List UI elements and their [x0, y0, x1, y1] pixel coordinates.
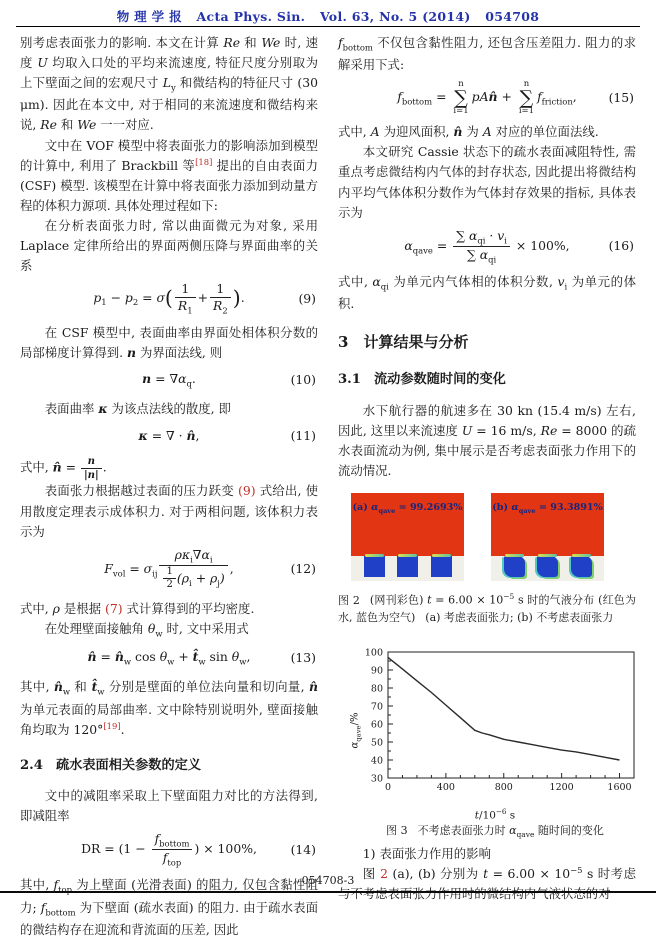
header-divider: [16, 26, 640, 27]
figure-2-panel-a: [351, 493, 464, 581]
journal-volume: Vol. 63, No. 5 (2014): [319, 9, 471, 24]
water-region-b: [491, 493, 604, 556]
svg-text:40: 40: [370, 755, 383, 767]
svg-text:400: 400: [436, 781, 455, 793]
figure-2-panel-b: [491, 493, 604, 581]
paragraph-area-normal: 式中, A 为迎风面积, n̂ 为 A 对应的单位面法线.: [338, 124, 599, 140]
section-heading-2-4: 2.4 疏水表面相关参数的定义: [20, 757, 202, 773]
air-pocket: [504, 556, 525, 577]
paragraph-divergence: 表面曲率 κ 为该点法线的散度, 即: [44, 400, 231, 416]
equation-number: (12): [290, 561, 316, 577]
paragraph-laplace: 在分析表面张力时, 常以曲面微元为对象, 采用 Laplace 定律所给出的界面两侧压降与界面曲率的关系: [20, 218, 318, 274]
section-heading-3: 3 计算结果与分析: [338, 332, 469, 351]
equation-14: DR = (1 − $\frac{f_{bottom}}{f_{top}}$ ) × 100%, (14): [81, 831, 316, 868]
summation-symbol: n ∑ i=1: [453, 79, 469, 116]
paragraph-fbottom-drag: $f_{bottom}$ 不仅包含黏性阻力, 还包含压差阻力. 阻力的求解采用下式:: [338, 35, 636, 73]
microstructure-strip-b: [491, 556, 604, 581]
journal-title-cn: 物 理 学 报: [116, 9, 182, 24]
footer-divider: [0, 891, 656, 893]
page-number: 054708-3: [301, 874, 355, 887]
water-region-a: [351, 493, 464, 556]
citation-ref-19[interactable]: [19]: [103, 720, 121, 731]
svg-text:50: 50: [370, 737, 383, 749]
paragraph-item-1: 1) 表面张力作用的影响: [362, 845, 491, 861]
paragraph-cassie: 本文研究 Cassie 状态下的疏水表面减阻特性, 需重点考虑微结构内气体的封存状态, 因此提出将微结构内平均气体体积分数作为气体封存效果的指标, 具体表示为: [338, 144, 636, 220]
right-column: [338, 33, 636, 902]
equation-ref-7[interactable]: (7): [105, 601, 123, 617]
panel-b-label: (b) $\alpha_{qave} = 93.3891\%$: [492, 502, 603, 515]
summation-symbol: n ∑ i=1: [518, 79, 535, 116]
svg-text:0: 0: [384, 781, 392, 793]
equation-number: (16): [608, 238, 634, 254]
paragraph-fig2-discussion: 图 2 (a), (b) 分别为 $t = 6.00 \times 10^{-5}$ s 时考虑与不考虑表面张力作用时的微结构内气液状态的对: [338, 864, 636, 902]
equation-16: $\alpha_{qave}$ = $\frac{\sum \alpha_{qi} \cdot v_i}{\sum \alpha_{qi}}$ × 100%, (16): [404, 227, 634, 265]
paragraph-alpha-qi: 式中, $\alpha_{qi}$ 为单元内气体相的体积分数, $v_i$ 为单元的体积.: [338, 273, 636, 311]
svg-text:800: 800: [494, 781, 513, 793]
paragraph-drag-reduction: 文中的减阻率采取上下壁面阻力对比的方法得到, 即减阻率: [20, 788, 318, 824]
journal-header: [0, 7, 656, 25]
paragraph-pressure-jump: 表面张力根据越过表面的压力跃变 (9) 式给出, 使用散度定理表示成体积力. 对于两相问题, 该体积力表示为: [20, 483, 318, 539]
equation-number: (11): [290, 428, 316, 444]
svg-text:1600: 1600: [607, 781, 632, 793]
air-pocket: [537, 556, 558, 577]
air-pocket: [397, 556, 418, 577]
air-pocket: [364, 556, 385, 577]
paragraph-contact-angle: 在处理壁面接触角 $\theta_w$ 时, 文中采用式: [44, 621, 249, 639]
svg-text:100: 100: [364, 647, 383, 659]
figure-3-caption: 图 3 不考虑表面张力时 $\alpha_{qave}$ 随时间的变化: [386, 823, 604, 840]
equation-number: (13): [290, 650, 316, 666]
paragraph-re-we: 别考虑表面张力的影响. 本文在计算 Re 和 We 时, 速度 U 均取入口处的平均来流速度, 特征尺度分别取为上下壁面之间的宏观尺寸 $L_y$ 和微结构的特征尺寸 (30 μm). 因此在本文中, 对于相同的来流速度和微结构来说, Re 和 We 一一对应.: [20, 35, 318, 133]
line-chart-canvas: [342, 644, 648, 802]
equation-number: (9): [298, 290, 316, 306]
article-number: 054708: [485, 9, 540, 24]
paragraph-vof-csf: 文中在 VOF 模型中将表面张力的影响添加到模型的计算中, 利用了 Brackbill 等[18] 提出的自由表面力 (CSF) 模型. 该模型在计算中将表面张力添加到动量方程的体积力源项. 具体处理过程如下:: [20, 137, 318, 213]
paragraph-csf-curvature: 在 CSF 模型中, 表面曲率由界面处相体积分数的局部梯度计算得到. n 为界面法线, 则: [20, 324, 318, 360]
paragraph-vehicle-speed: 水下航行器的航速多在 30 kn (15.4 m/s) 左右, 因此, 这里以来流速度 U = 16 m/s, Re = 8000 的疏水表面流动为例, 集中展示是否考虑表面张力作用下的流动情况.: [338, 402, 636, 478]
air-pocket: [571, 556, 592, 577]
equation-number: (14): [290, 841, 316, 857]
svg-text:60: 60: [370, 719, 383, 731]
equation-9: $p_1 - p_2 = \sigma$( $\frac{1}{R_1}$ + $\frac{1}{R_2}$ ). (9): [93, 281, 316, 316]
figure-2: [338, 493, 636, 626]
panel-a-label: (a) $\alpha_{qave} = 99.2693\%$: [352, 502, 463, 515]
left-column: [20, 33, 318, 937]
svg-text:1200: 1200: [549, 781, 574, 793]
chart-y-axis-label: $\alpha_{qave}/\%$: [349, 712, 363, 749]
paragraph-density: 式中, ρ 是根据 (7) 式计算得到的平均密度.: [20, 601, 255, 617]
section-heading-3-1: 3.1 流动参数随时间的变化: [338, 372, 506, 388]
paragraph-wall-vectors: 其中, $n̂_w$ 和 $t̂_w$ 分别是壁面的单位法向量和切向量, n̂ 为单元表面的局部曲率. 文中除特别说明外, 壁面接触角均取为 120°[19].: [20, 679, 318, 737]
svg-text:70: 70: [370, 701, 383, 713]
equation-12: $F_{vol} = \sigma_{ij}$ $\rho\kappa_i\nabla\alpha_i$ $\frac{1}{2}$ $(\rho_i + \rho_j)$ , (12): [104, 546, 316, 591]
equation-number: (10): [290, 371, 316, 387]
journal-title-en: Acta Phys. Sin.: [196, 9, 306, 24]
equation-10: $n = \nabla\alpha_q$. (10): [142, 370, 316, 389]
microstructure-strip-a: [351, 556, 464, 581]
figure-3-chart: [342, 644, 648, 844]
paragraph-ftop-fbottom: 其中, $f_{top}$ 为上壁面 (光滑表面) 的阻力, 仅包含黏性阻力; $f_{bottom}$ 为下壁面 (疏水表面) 的阻力. 由于疏水表面的微结构存在迎流和背流面的压差, 因此: [20, 877, 318, 937]
equation-ref-9[interactable]: (9): [237, 483, 256, 499]
equation-11: κ = ∇ · n̂, (11): [20, 424, 318, 448]
air-pocket: [431, 556, 452, 577]
svg-text:80: 80: [370, 683, 383, 695]
figure-ref-2[interactable]: 2: [380, 866, 389, 881]
figure-2-caption: 图 2 (网刊彩色) $t = 6.00 \times 10^{-5}$ s 时的气液分布 (红色为水, 蓝色为空气) (a) 考虑表面张力; (b) 不考虑表面张力: [338, 592, 636, 624]
equation-number: (15): [608, 89, 634, 105]
equation-15: $f_{bottom}$ = n ∑ i=1 pAn̂ + n ∑ i=1 $f_{friction}$, (15): [397, 79, 634, 116]
chart-x-axis-label: $t/10^{-6}$ s: [474, 806, 516, 822]
svg-text:90: 90: [370, 665, 383, 677]
citation-ref-18[interactable]: [18]: [195, 156, 213, 167]
equation-13: n̂ = $n̂_w$ $\cos \theta_w$ + $t̂_w$ $\sin \theta_w$, (13): [87, 649, 316, 667]
svg-text:30: 30: [370, 773, 383, 785]
paragraph-nhat-def: 式中, n̂ = $\frac{n}{|n|}$ .: [20, 455, 107, 481]
